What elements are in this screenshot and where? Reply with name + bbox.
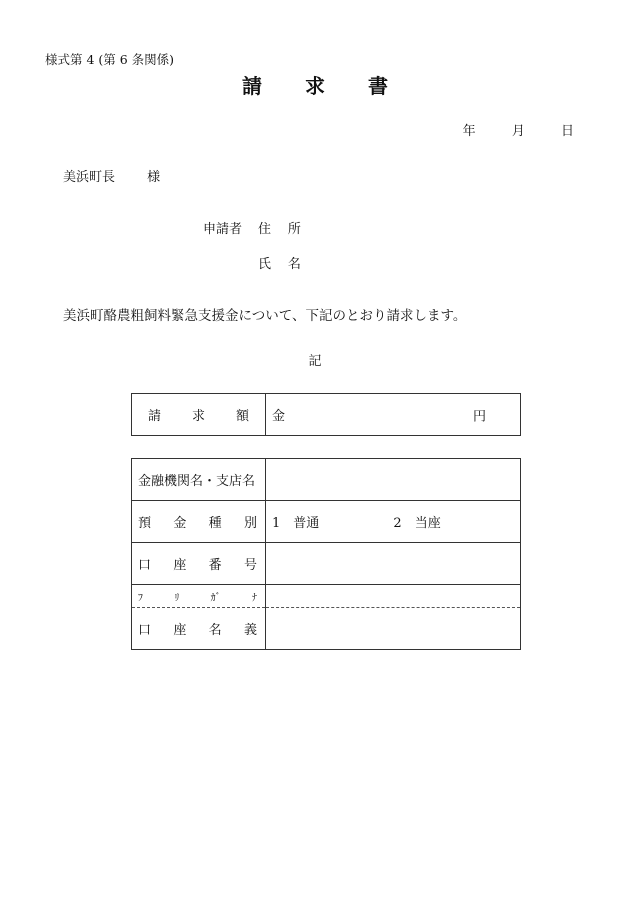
date-day-label: 日	[560, 124, 574, 139]
applicant-label: 申請者	[203, 222, 243, 237]
account-name-field[interactable]	[266, 608, 521, 650]
form-number: 様式第 4 (第 6 条関係)	[45, 52, 175, 67]
bank-table	[131, 458, 521, 650]
account-number-label: 口 座 番 号	[132, 543, 266, 585]
deposit-type-label: 預 金 種 別	[132, 501, 266, 543]
institution-label: 金融機関名・支店名	[132, 459, 266, 501]
applicant-address-label: 住所	[258, 222, 318, 237]
furigana-field[interactable]	[266, 585, 521, 608]
addressee-honorific: 様	[147, 170, 161, 185]
deposit-option-current[interactable]: 2 当座	[393, 516, 441, 531]
addressee	[63, 166, 160, 185]
deposit-option-ordinary[interactable]: 1 普通	[272, 516, 320, 531]
addressee-name: 美浜町長	[63, 170, 116, 185]
account-number-field[interactable]	[266, 543, 521, 585]
amount-suffix: 円	[472, 409, 486, 424]
amount-prefix: 金	[272, 409, 286, 424]
date-year-label: 年	[462, 124, 476, 139]
account-name-label: 口 座 名 義	[132, 608, 266, 650]
deposit-type-field[interactable]	[266, 501, 521, 543]
document-title: 請 求 書	[242, 74, 406, 98]
date-month-label: 月	[511, 124, 525, 139]
date-line	[463, 120, 574, 139]
applicant-name-label: 氏名	[258, 257, 318, 272]
institution-field[interactable]	[266, 459, 521, 501]
amount-table	[131, 393, 521, 436]
ki-heading: 記	[308, 354, 322, 369]
amount-label: 請 求 額	[132, 394, 266, 436]
amount-field[interactable]	[266, 394, 521, 436]
request-statement: 美浜町酪農粗飼料緊急支援金について、下記のとおり請求します。	[63, 308, 467, 324]
furigana-label: ﾌ ﾘ ｶﾞ ﾅ	[132, 585, 266, 608]
